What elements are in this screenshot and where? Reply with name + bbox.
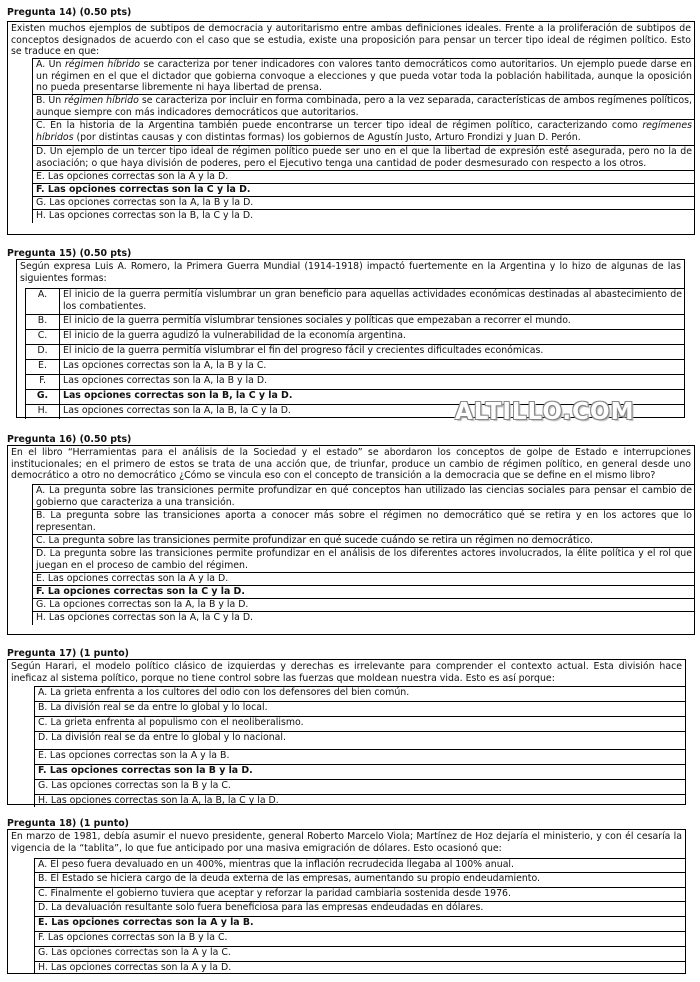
- option-17-f[interactable]: F. Las opciones correctas son la B y la D.: [34, 765, 686, 780]
- option-15-h[interactable]: H. Las opciones correctas son la A, la B, la C y la D.: [26, 405, 685, 419]
- option-18-f[interactable]: F. Las opciones correctas son la B y la C.: [34, 932, 686, 947]
- option-16-c[interactable]: C. La pregunta sobre las transiciones permite profundizar en qué sucede cuándo se retira un régimen no democrático.: [32, 535, 695, 548]
- option-16-d[interactable]: D. La pregunta sobre las transiciones permite profundizar en el análisis de los diferentes actores involucrados, la élite política y el rol que juegan en el proceso de cambio del régimen.: [32, 548, 695, 573]
- watermark: ALTILLO.COM: [455, 399, 635, 425]
- question-16-title: Pregunta 16) (0.50 pts): [7, 434, 132, 445]
- option-17-d[interactable]: D. La división real se da entre lo global y lo nacional.: [34, 732, 686, 750]
- question-16-box: [7, 445, 695, 635]
- question-18-stem: En marzo de 1981, debía asumir el nuevo presidente, general Roberto Marcelo Viola; Martínez de Hoz dejaría el ministerio, y con él cesaría la vigencia de la “tablita”, lo que fue anticipado por una masiva emigración de dólares. Esto ocasionó que:: [11, 831, 682, 854]
- option-17-b[interactable]: B. La división real se da entre lo global y lo local.: [34, 702, 686, 717]
- option-18-a[interactable]: A. El peso fuera devaluado en un 400%, mientras que la inflación recrudecida llegaba al 100% anual.: [34, 859, 686, 873]
- question-15-stem: Según expresa Luis A. Romero, la Primera Guerra Mundial (1914-1918) impactó fuertemente en la Argentina y lo hizo de algunas de las siguientes formas:: [20, 261, 681, 284]
- option-16-g[interactable]: G. La opciones correctas son la A, la B y la D.: [32, 599, 695, 612]
- option-14-a[interactable]: A. Un régimen híbrido se caracteriza por tener indicadores con valores tanto democráticos como autoritarios. Un ejemplo puede darse en un régimen en el que el dictador que gobierna convoque a elecciones y que pueda votar toda la población habilitada, aunque la oposición no pueda presentarse libremente ni haya libertad de prensa.: [32, 59, 695, 95]
- question-15-box: [16, 259, 685, 425]
- question-16-stem: En el libro “Herramientas para el análisis de la Sociedad y el estado” se abordaron los conceptos de golpe de Estado e interrupciones institucionales; en el primero de estos se trata de una acción que, de triunfar, produce un cambio de régimen político, en general desde uno democrático a otro no democrático ¿Cómo se vincula eso con el concepto de transición a la democracia que se define en el mismo libro?: [11, 447, 691, 481]
- option-14-d[interactable]: D. Un ejemplo de un tercer tipo ideal de régimen político puede ser uno en el que la libertad de expresión esté asegurada, pero no la de asociación; o que haya división de poderes, pero el Ejecutivo tenga una cantidad de poder desmesurado con respecto a los otros.: [32, 146, 695, 171]
- question-18-options: [34, 858, 686, 974]
- option-15-g[interactable]: G. Las opciones correctas son la B, la C y la D.: [26, 390, 685, 405]
- question-18-title: Pregunta 18) (1 punto): [7, 818, 129, 829]
- option-15-a[interactable]: A. El inicio de la guerra permitía vislumbrar un gran beneficio para aquellas actividades económicas destinadas al abastecimiento de los combatientes.: [26, 289, 685, 315]
- option-18-d[interactable]: D. La devaluación resultante solo fuera beneficiosa para las empresas endeudadas en dólares.: [34, 902, 686, 917]
- question-17-box: [7, 659, 686, 805]
- question-14-stem: Existen muchos ejemplos de subtipos de democracia y autoritarismo entre ambas definiciones ideales. Frente a la proliferación de subtipos de conceptos designados de acuerdo con el caso que se estudia, existe una proposición para pensar un tercer tipo ideal de régimen político. Esto se traduce en que:: [11, 23, 691, 57]
- option-14-c[interactable]: C. En la historia de la Argentina también puede encontrarse un tercer tipo ideal de régimen político, caracterizando como regímenes híbridos (por distintas causas y con distintas formas) los gobiernos de Agustín Justo, Arturo Frondizi y Juan D. Perón.: [32, 120, 695, 146]
- option-15-d[interactable]: D. El inicio de la guerra permitía vislumbrar el fin del progreso fácil y crecientes dificultades económicas.: [26, 345, 685, 360]
- option-14-e[interactable]: E. Las opciones correctas son la A y la D.: [32, 171, 695, 184]
- option-15-f[interactable]: F. Las opciones correctas son la A, la B y la D.: [26, 375, 685, 390]
- option-14-h[interactable]: H. Las opciones correctas son la B, la C y la D.: [32, 210, 695, 223]
- option-16-e[interactable]: E. Las opciones correctas son la A y la D.: [32, 573, 695, 586]
- option-17-g[interactable]: G. Las opciones correctas son la B y la C.: [34, 780, 686, 795]
- option-15-c[interactable]: C. El inicio de la guerra agudizó la vulnerabilidad de la economía argentina.: [26, 330, 685, 345]
- option-17-c[interactable]: C. La grieta enfrenta al populismo con el neoliberalismo.: [34, 717, 686, 732]
- option-17-a[interactable]: A. La grieta enfrenta a los cultores del odio con los defensores del bien común.: [34, 687, 686, 702]
- option-15-e[interactable]: E. Las opciones correctas son la A, la B y la C.: [26, 360, 685, 375]
- question-17-title: Pregunta 17) (1 punto): [7, 648, 129, 659]
- question-14-box: [7, 21, 695, 235]
- option-16-b[interactable]: B. La pregunta sobre las transiciones aporta a conocer más sobre el régimen no democrático qué se retira y en los actores que lo representan.: [32, 510, 695, 535]
- option-17-e[interactable]: E. Las opciones correctas son la A y la B.: [34, 750, 686, 765]
- option-15-b[interactable]: B. El inicio de la guerra permitía vislumbrar tensiones sociales y políticas que empezaban a recorrer el mundo.: [26, 315, 685, 330]
- option-16-h[interactable]: H. Las opciones correctas son la A, la C y la D.: [32, 612, 695, 625]
- option-14-g[interactable]: G. Las opciones correctas son la A, la B y la D.: [32, 197, 695, 210]
- question-17-options: [34, 686, 686, 807]
- question-14-title: Pregunta 14) (0.50 pts): [7, 7, 132, 18]
- option-14-b[interactable]: B. Un régimen híbrido se caracteriza por incluir en forma combinada, pero a la vez separada, características de ambos regímenes políticos, aunque siempre con más indicadores democráticos que autoritarios.: [32, 95, 695, 120]
- option-16-f[interactable]: F. La opciones correctas son la C y la D.: [32, 586, 695, 599]
- question-14-options: [32, 58, 695, 223]
- question-15-title: Pregunta 15) (0.50 pts): [7, 248, 132, 259]
- option-18-c[interactable]: C. Finalmente el gobierno tuviera que aceptar y reforzar la paridad cambiaria sostenida desde 1976.: [34, 888, 686, 902]
- option-18-e[interactable]: E. Las opciones correctas son la A y la B.: [34, 917, 686, 932]
- option-17-h[interactable]: H. Las opciones correctas son la A, la B, la C y la D.: [34, 795, 686, 807]
- option-18-g[interactable]: G. Las opciones correctas son la A y la C.: [34, 947, 686, 962]
- question-18-box: [7, 829, 686, 974]
- option-14-f[interactable]: F. Las opciones correctas son la C y la D.: [32, 184, 695, 197]
- question-16-options: [32, 484, 695, 625]
- question-17-stem: Según Harari, el modelo político clásico de izquierdas y derechas es irrelevante para comprender el contexto actual. Esta división hace ineficaz al sistema político, porque no tiene control sobre las fuerzas que moldean nuestra vida. Esto es así porque:: [11, 661, 682, 684]
- option-16-a[interactable]: A. La pregunta sobre las transiciones permite profundizar en qué conceptos han utilizado las ciencias sociales para pensar el cambio de gobierno que caracteriza a una transición.: [32, 485, 695, 510]
- option-18-b[interactable]: B. El Estado se hiciera cargo de la deuda externa de las empresas, aumentando su propio endeudamiento.: [34, 873, 686, 888]
- option-18-h[interactable]: H. Las opciones correctas son la A y la D.: [34, 962, 686, 974]
